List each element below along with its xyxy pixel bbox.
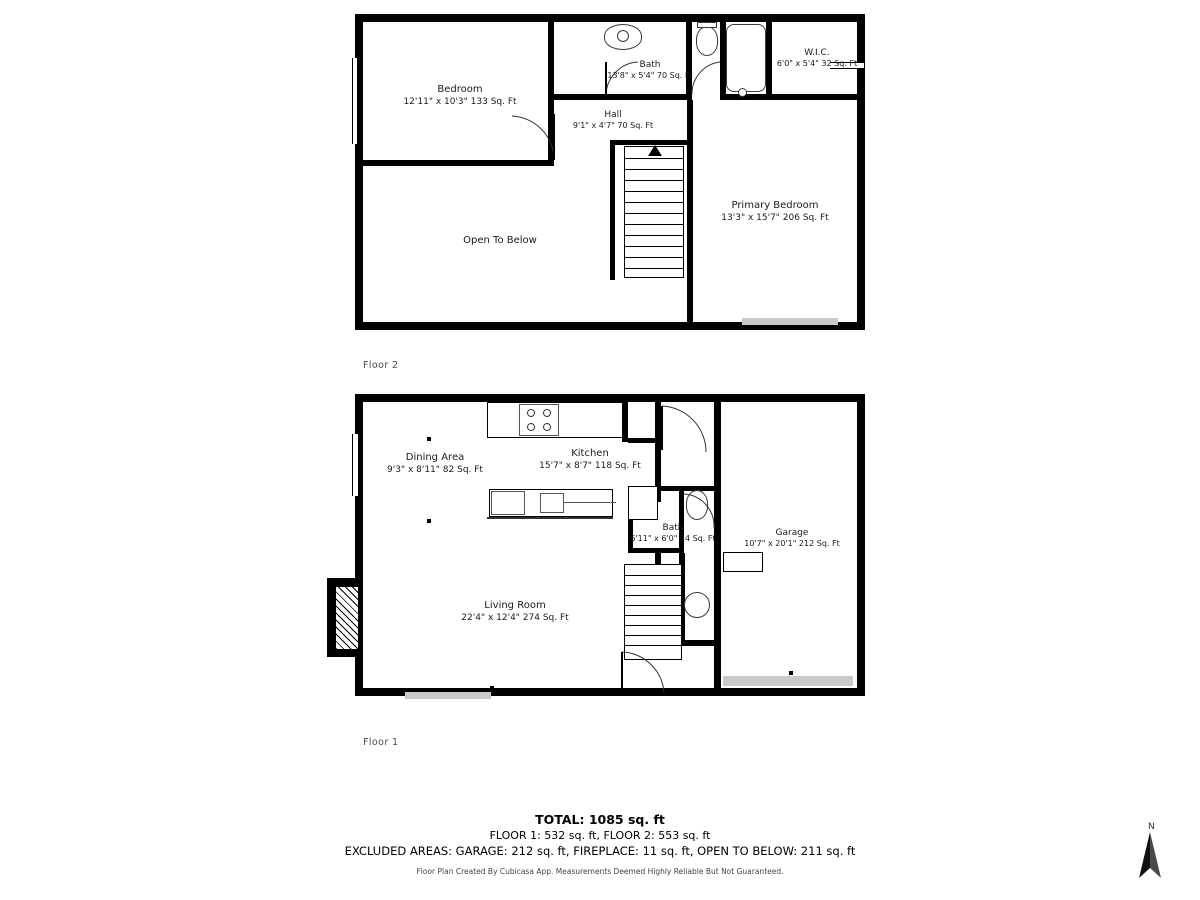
floor1-wall-top bbox=[355, 394, 865, 402]
floor1-wall-garage-left bbox=[714, 402, 721, 688]
floor1-wall-entry bbox=[679, 640, 715, 646]
summary-excluded: EXCLUDED AREAS: GARAGE: 212 sq. ft, FIREPLACE: 11 sq. ft, OPEN TO BELOW: 211 sq. ft bbox=[344, 844, 856, 858]
floor1-fireplace-wall-left bbox=[327, 578, 334, 656]
summary-total: TOTAL: 1085 sq. ft bbox=[535, 812, 665, 827]
floor-1-caption: Floor 1 bbox=[363, 737, 399, 748]
floor1-window-bottom-left bbox=[405, 692, 491, 699]
door-kitchen-icon bbox=[660, 404, 708, 456]
floor1-wall-right bbox=[857, 394, 865, 696]
kitchen-sink-icon bbox=[540, 493, 564, 513]
door-wic-icon bbox=[690, 60, 722, 96]
floor-2-caption: Floor 2 bbox=[363, 360, 399, 371]
marker-dot-1 bbox=[427, 519, 431, 523]
closet-round-icon bbox=[684, 592, 710, 618]
appliance-icon bbox=[628, 486, 658, 520]
marker-dot-4 bbox=[789, 671, 793, 675]
room-label-dining-area: Dining Area 9'3" x 8'11" 82 Sq. Ft bbox=[387, 452, 483, 475]
floor1-window-left bbox=[352, 434, 359, 496]
compass-icon bbox=[1130, 822, 1170, 882]
marker-dot-3 bbox=[490, 686, 494, 690]
bathtub-icon bbox=[726, 24, 766, 92]
stair-direction-arrow-icon bbox=[646, 144, 664, 158]
summary-credit: Floor Plan Created By Cubicasa App. Measurements Deemed Highly Reliable But Not Guaranteed. bbox=[416, 867, 784, 876]
summary-floors: FLOOR 1: 532 sq. ft, FLOOR 2: 553 sq. ft bbox=[489, 829, 711, 842]
garage-step-icon bbox=[723, 552, 763, 572]
floor2-window-right bbox=[830, 62, 864, 69]
room-label-bath-f1: Bath 6'11" x 6'0" 24 Sq. Ft bbox=[630, 523, 716, 544]
compass-north-label: N bbox=[1148, 822, 1155, 832]
toilet-tank-icon bbox=[697, 22, 717, 28]
room-label-kitchen: Kitchen 15'7" x 8'7" 118 Sq. Ft bbox=[539, 448, 641, 471]
counter-dashed-line bbox=[564, 502, 616, 503]
floor2-wall-primary-left bbox=[687, 100, 693, 325]
door-bath-floor1-icon bbox=[682, 492, 716, 530]
room-label-garage: Garage 10'7" x 20'1" 212 Sq. Ft bbox=[744, 528, 840, 549]
floor2-window-bottom bbox=[742, 318, 838, 325]
door-bedroom-icon bbox=[510, 112, 556, 162]
room-label-hall: Hall 9'1" x 4'7" 70 Sq. Ft bbox=[572, 110, 654, 131]
fireplace-icon bbox=[334, 585, 360, 651]
floor1-wall-pantry-bottom bbox=[628, 438, 658, 443]
floor2-wall-stair-left bbox=[610, 145, 615, 280]
toilet-icon bbox=[696, 26, 718, 56]
burner-icon-4 bbox=[543, 423, 551, 431]
sink-basin-icon bbox=[617, 30, 629, 42]
room-label-bedroom: Bedroom 12'11" x 10'3" 133 Sq. Ft bbox=[403, 84, 517, 107]
burner-icon-3 bbox=[527, 423, 535, 431]
door-bath-icon bbox=[604, 60, 640, 98]
room-label-wic: W.I.C. 6'0" x 5'4" 32 Sq. Ft bbox=[776, 48, 858, 69]
counter-edge-line bbox=[487, 517, 613, 519]
tub-drain-icon bbox=[738, 88, 747, 97]
refrigerator-icon bbox=[491, 491, 525, 515]
room-label-primary-bedroom: Primary Bedroom 13'3" x 15'7" 206 Sq. Ft bbox=[721, 200, 829, 223]
room-label-living-room: Living Room 22'4" x 12'4" 274 Sq. Ft bbox=[461, 600, 569, 623]
marker-dot-2 bbox=[427, 437, 431, 441]
room-label-bath-f2: Bath 13'8" x 5'4" 70 Sq. Ft bbox=[607, 60, 693, 81]
summary-block bbox=[0, 812, 1200, 876]
room-label-open-to-below: Open To Below bbox=[463, 235, 537, 246]
floor1-wall-left-lower bbox=[355, 500, 363, 578]
garage-door-icon bbox=[723, 676, 853, 686]
staircase-floor1 bbox=[624, 564, 682, 660]
floor2-wall-top bbox=[355, 14, 865, 22]
floor1-fireplace-wall-bottom bbox=[327, 650, 357, 657]
floor2-window-left bbox=[352, 58, 358, 144]
staircase-floor2 bbox=[624, 146, 684, 278]
compass-needle-icon bbox=[1134, 830, 1166, 880]
burner-icon-2 bbox=[543, 409, 551, 417]
cooktop-icon bbox=[519, 404, 559, 436]
door-front-icon bbox=[620, 650, 668, 694]
floor2-wall-tub-right bbox=[766, 22, 772, 94]
burner-icon-1 bbox=[527, 409, 535, 417]
floor2-wall-hall-a bbox=[554, 94, 606, 100]
